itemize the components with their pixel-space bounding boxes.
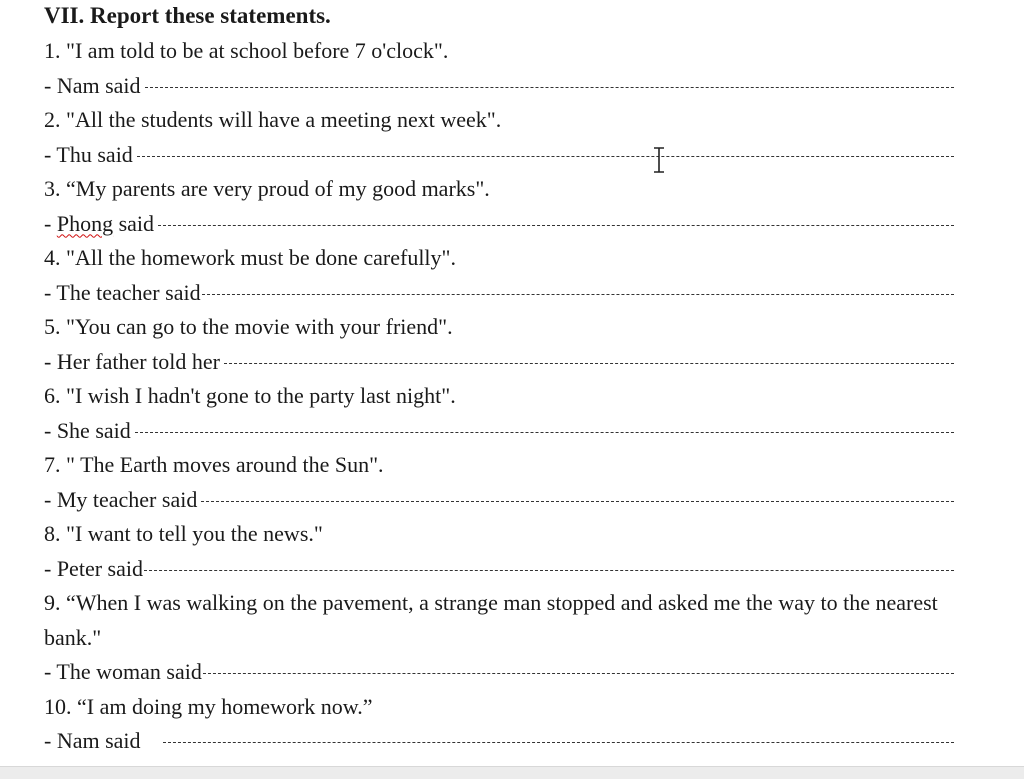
- answer-blank[interactable]: [224, 363, 954, 364]
- answer-prefix: - Her father told her: [44, 348, 220, 374]
- text-cursor-icon: [652, 147, 666, 173]
- answer-blank[interactable]: [145, 87, 954, 88]
- exercise-title: VII. Report these statements.: [44, 3, 331, 28]
- answer-blank[interactable]: [144, 570, 954, 571]
- answer-blank[interactable]: [135, 432, 954, 433]
- question-3: 3. “My parents are very proud of my good marks".: [44, 176, 490, 201]
- answer-blank[interactable]: [201, 501, 954, 502]
- answer-blank[interactable]: [137, 156, 954, 157]
- question-10: 10. “I am doing my homework now.”: [44, 693, 373, 719]
- question-4: 4. "All the homework must be done carefully".: [44, 245, 457, 270]
- question-7: 7. " The Earth moves around the Sun".: [44, 452, 384, 477]
- answer-prefix: - The teacher said: [44, 279, 201, 305]
- answer-line-3[interactable]: [44, 207, 954, 242]
- question-1: 1. "I am told to be at school before 7 o'clock".: [44, 38, 449, 63]
- answer-line-9[interactable]: [44, 655, 954, 690]
- answer-line-4[interactable]: [44, 276, 954, 311]
- answer-line-8[interactable]: [44, 552, 954, 587]
- answer-prefix: - Nam said: [44, 728, 141, 753]
- answer-line-1[interactable]: [44, 69, 954, 104]
- prefix-dash: -: [44, 210, 57, 236]
- answer-prefix: - Thu said: [44, 141, 133, 167]
- answer-line-2[interactable]: [44, 138, 954, 173]
- answer-blank[interactable]: [202, 294, 954, 295]
- prefix-rest: said: [113, 210, 155, 236]
- answer-prefix: [44, 207, 154, 242]
- answer-line-7[interactable]: [44, 483, 954, 518]
- question-8: 8. "I want to tell you the news.": [44, 521, 323, 546]
- exercise-section: [44, 0, 974, 759]
- question-6: 6. "I wish I hadn't gone to the party last night".: [44, 383, 456, 408]
- answer-prefix: - My teacher said: [44, 486, 198, 512]
- question-5: 5. "You can go to the movie with your friend".: [44, 314, 453, 339]
- answer-prefix: - The woman said: [44, 659, 202, 684]
- answer-prefix: - Peter said: [44, 555, 143, 581]
- answer-prefix: - She said: [44, 417, 131, 443]
- answer-line-5[interactable]: [44, 345, 954, 380]
- misspelled-word: Phong: [56, 210, 114, 236]
- answer-blank[interactable]: [163, 742, 954, 743]
- viewer-bottom-bar: [0, 766, 1024, 779]
- question-9: 9. “When I was walking on the pavement, a strange man stopped and asked me the way to the nearest bank.": [44, 590, 938, 650]
- answer-line-6[interactable]: [44, 414, 954, 449]
- question-2: 2. "All the students will have a meeting next week".: [44, 107, 502, 132]
- answer-prefix: - Nam said: [44, 72, 141, 98]
- answer-blank[interactable]: [203, 673, 954, 674]
- answer-blank[interactable]: [158, 225, 954, 226]
- answer-line-10[interactable]: [44, 724, 954, 759]
